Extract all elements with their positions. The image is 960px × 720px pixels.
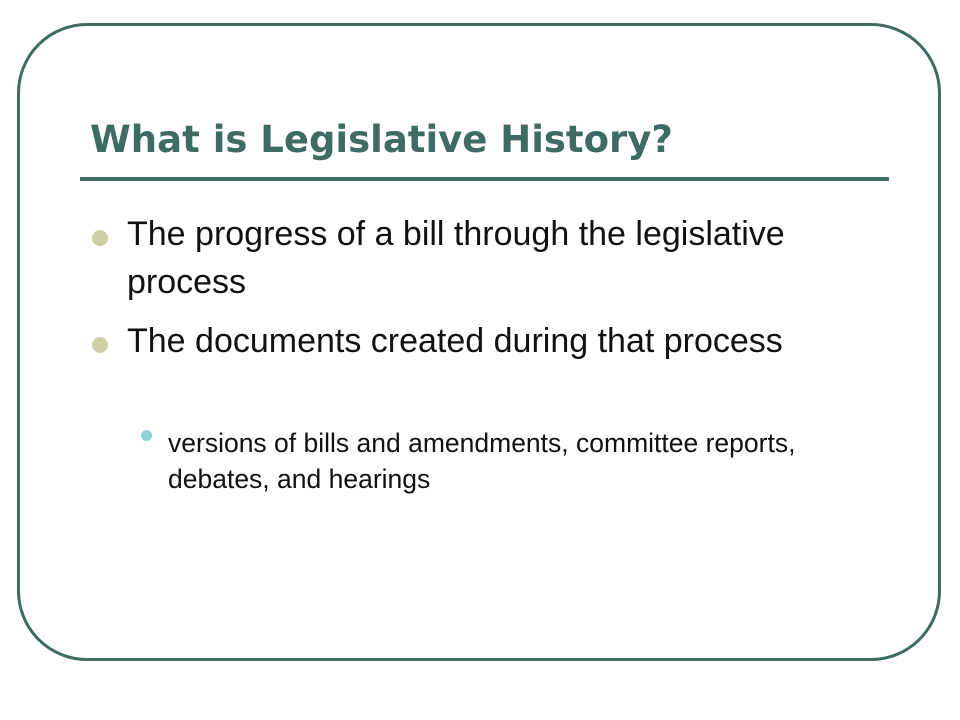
slide-title: What is Legislative History?: [90, 118, 673, 161]
round-bullet-icon: [92, 230, 108, 246]
bullet-item-2: The documents created during that process: [127, 322, 783, 360]
small-round-bullet-icon: [141, 430, 152, 441]
bullet-item-1: The progress of a bill through the legislative process: [127, 215, 785, 301]
title-underline: [80, 177, 889, 181]
round-bullet-icon: [92, 337, 108, 353]
sub-bullet-item-1: versions of bills and amendments, committee reports, debates, and hearings: [168, 428, 796, 494]
